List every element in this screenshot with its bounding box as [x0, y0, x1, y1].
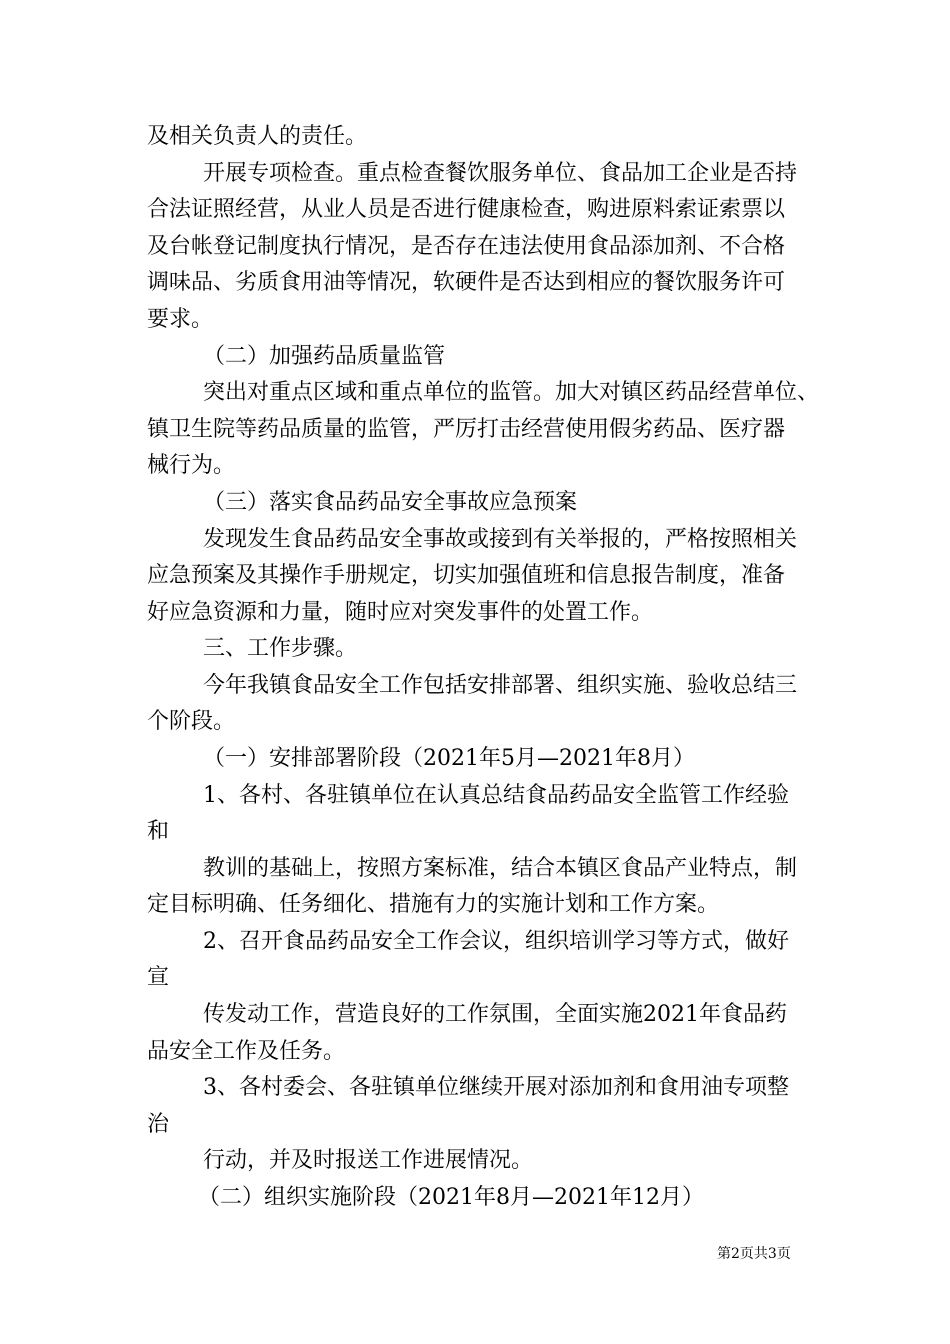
text-line: 和	[147, 819, 170, 844]
page-number: 第2页共3页	[717, 1246, 791, 1262]
section-heading: （二）组织实施阶段（2021年8月—2021年12月）	[198, 1185, 704, 1210]
text-line: 宣	[147, 965, 170, 990]
text-line: 好应急资源和力量，随时应对突发事件的处置工作。	[147, 600, 654, 625]
text-line: 治	[147, 1112, 170, 1137]
text-line: 品安全工作及任务。	[147, 1039, 346, 1064]
text-line: 镇卫生院等药品质量的监管，严厉打击经营使用假劣药品、医疗器	[147, 417, 786, 442]
text-line: 3、各村委会、各驻镇单位继续开展对添加剂和食用油专项整	[203, 1075, 789, 1100]
text-line: 突出对重点区域和重点单位的监管。加大对镇区药品经营单位、	[203, 380, 820, 405]
text-line: 及相关负责人的责任。	[147, 124, 368, 149]
section-heading: （三）落实食品药品安全事故应急预案	[203, 490, 578, 515]
text-line: 应急预案及其操作手册规定，切实加强值班和信息报告制度，准备	[147, 563, 786, 588]
text-line: 传发动工作，营造良好的工作氛围，全面实施2021年食品药	[203, 1002, 787, 1027]
text-line: 2、召开食品药品安全工作会议，组织培训学习等方式，做好	[203, 929, 789, 954]
text-line: 要求。	[147, 307, 214, 332]
text-line: 合法证照经营，从业人员是否进行健康检查，购进原料索证索票以	[147, 197, 786, 222]
section-heading: （一）安排部署阶段（2021年5月—2021年8月）	[203, 746, 695, 771]
text-line: 教训的基础上，按照方案标准，结合本镇区食品产业特点，制	[203, 856, 798, 881]
text-line: 1、各村、各驻镇单位在认真总结食品药品安全监管工作经验	[203, 783, 789, 808]
text-line: 发现发生食品药品安全事故或接到有关举报的，严格按照相关	[203, 527, 798, 552]
text-line: 今年我镇食品安全工作包括安排部署、组织实施、验收总结三	[203, 673, 798, 698]
text-line: 行动，并及时报送工作进展情况。	[203, 1148, 534, 1173]
text-line: 个阶段。	[147, 709, 236, 734]
section-heading: （二）加强药品质量监管	[203, 344, 446, 369]
section-heading: 三、工作步骤。	[203, 636, 358, 661]
text-line: 开展专项检查。重点检查餐饮服务单位、食品加工企业是否持	[203, 161, 798, 186]
text-line: 械行为。	[147, 453, 236, 478]
text-line: 调味品、劣质食用油等情况，软硬件是否达到相应的餐饮服务许可	[147, 270, 786, 295]
text-line: 及台帐登记制度执行情况，是否存在违法使用食品添加剂、不合格	[147, 234, 786, 259]
text-line: 定目标明确、任务细化、措施有力的实施计划和工作方案。	[147, 892, 720, 917]
